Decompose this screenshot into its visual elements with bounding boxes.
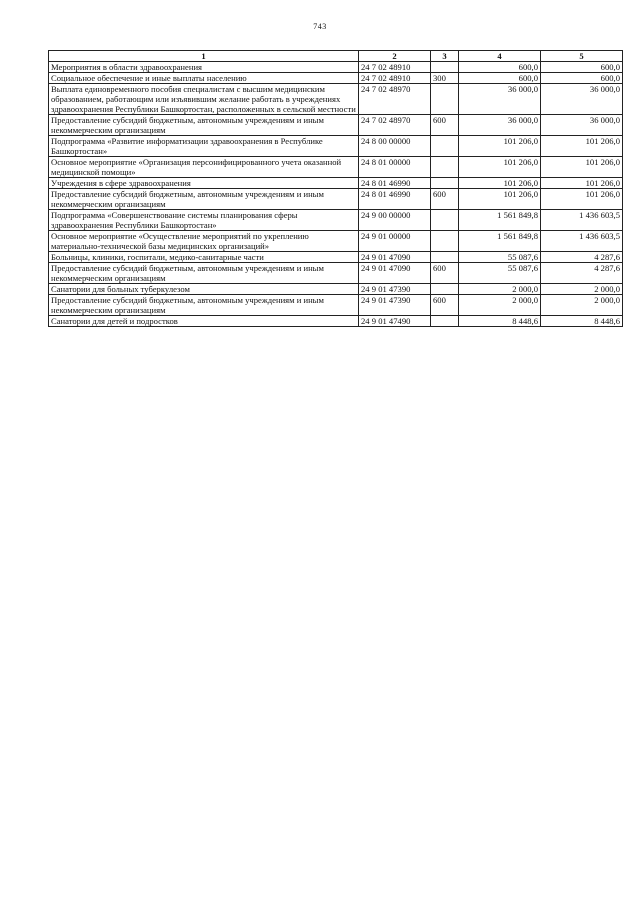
cell-year2: 101 206,0 [541,178,623,189]
header-cell-name: 1 [49,51,359,62]
cell-csr: 24 9 01 00000 [359,231,431,252]
cell-year2: 2 000,0 [541,284,623,295]
table-header [49,51,623,62]
cell-csr: 24 7 02 48970 [359,115,431,136]
cell-vr [431,284,459,295]
table-row [49,73,623,84]
cell-vr [431,210,459,231]
cell-year1: 101 206,0 [459,157,541,178]
cell-name: Санатории для больных туберкулезом [49,284,359,295]
cell-year1: 55 087,6 [459,263,541,284]
cell-csr: 24 8 01 46990 [359,189,431,210]
cell-vr [431,231,459,252]
table-row [49,316,623,327]
cell-vr [431,84,459,115]
table-row [49,84,623,115]
cell-csr: 24 8 01 46990 [359,178,431,189]
table-row [49,295,623,316]
table-row [49,231,623,252]
table-row [49,136,623,157]
cell-year2: 101 206,0 [541,136,623,157]
cell-name: Предоставление субсидий бюджетным, автономным учреждениям и иным некоммерческим организациям [49,115,359,136]
table-row [49,210,623,231]
cell-name: Предоставление субсидий бюджетным, автономным учреждениям и иным некоммерческим организациям [49,263,359,284]
page-number: 743 [313,22,327,31]
cell-name: Социальное обеспечение и иные выплаты населению [49,73,359,84]
cell-name: Основное мероприятие «Организация персонифицированного учета оказанной медицинской помощи» [49,157,359,178]
cell-vr: 600 [431,189,459,210]
cell-name: Учреждения в сфере здравоохранения [49,178,359,189]
header-cell-vr: 3 [431,51,459,62]
header-cell-year2: 5 [541,51,623,62]
header-row [49,51,623,62]
cell-vr [431,157,459,178]
cell-vr: 600 [431,295,459,316]
cell-year1: 36 000,0 [459,115,541,136]
cell-vr: 300 [431,73,459,84]
cell-year2: 4 287,6 [541,263,623,284]
cell-year1: 600,0 [459,62,541,73]
cell-name: Предоставление субсидий бюджетным, автономным учреждениям и иным некоммерческим организациям [49,189,359,210]
cell-year2: 1 436 603,5 [541,231,623,252]
cell-csr: 24 9 01 47090 [359,263,431,284]
budget-table [48,50,623,327]
cell-vr [431,252,459,263]
cell-name: Предоставление субсидий бюджетным, автономным учреждениям и иным некоммерческим организациям [49,295,359,316]
cell-csr: 24 8 00 00000 [359,136,431,157]
cell-vr [431,62,459,73]
cell-name: Мероприятия в области здравоохранения [49,62,359,73]
cell-year2: 2 000,0 [541,295,623,316]
header-cell-csr: 2 [359,51,431,62]
cell-year1: 2 000,0 [459,284,541,295]
table-body [49,62,623,327]
cell-name: Подпрограмма «Совершенствование системы планирования сферы здравоохранения Республики Башкортостан» [49,210,359,231]
cell-year1: 55 087,6 [459,252,541,263]
cell-csr: 24 7 02 48910 [359,62,431,73]
cell-csr: 24 7 02 48970 [359,84,431,115]
cell-year2: 36 000,0 [541,84,623,115]
cell-year1: 600,0 [459,73,541,84]
cell-name: Подпрограмма «Развитие информатизации здравоохранения в Республике Башкортостан» [49,136,359,157]
cell-csr: 24 9 00 00000 [359,210,431,231]
cell-csr: 24 9 01 47090 [359,252,431,263]
cell-year2: 4 287,6 [541,252,623,263]
cell-csr: 24 7 02 48910 [359,73,431,84]
cell-vr: 600 [431,115,459,136]
cell-year1: 101 206,0 [459,189,541,210]
cell-name: Больницы, клиники, госпитали, медико-санитарные части [49,252,359,263]
cell-year1: 1 561 849,8 [459,210,541,231]
cell-vr [431,316,459,327]
table-row [49,115,623,136]
cell-year2: 101 206,0 [541,189,623,210]
cell-csr: 24 8 01 00000 [359,157,431,178]
table-row [49,284,623,295]
cell-year1: 101 206,0 [459,178,541,189]
table-row [49,157,623,178]
cell-year2: 600,0 [541,62,623,73]
cell-year2: 600,0 [541,73,623,84]
cell-csr: 24 9 01 47390 [359,284,431,295]
table-row [49,62,623,73]
cell-year2: 1 436 603,5 [541,210,623,231]
table-row [49,178,623,189]
cell-vr [431,178,459,189]
table-row [49,263,623,284]
cell-name: Выплата единовременного пособия специалистам с высшим медицинским образованием, работающим или изъявившим желание работать в учреждениях здравоохранения Республики Башкортостан, расположенных в сельской местности [49,84,359,115]
table-row [49,189,623,210]
cell-year1: 1 561 849,8 [459,231,541,252]
cell-vr: 600 [431,263,459,284]
cell-name: Санатории для детей и подростков [49,316,359,327]
table-row [49,252,623,263]
cell-year1: 101 206,0 [459,136,541,157]
cell-year1: 36 000,0 [459,84,541,115]
cell-csr: 24 9 01 47490 [359,316,431,327]
header-cell-year1: 4 [459,51,541,62]
cell-vr [431,136,459,157]
cell-year1: 8 448,6 [459,316,541,327]
cell-csr: 24 9 01 47390 [359,295,431,316]
cell-year1: 2 000,0 [459,295,541,316]
cell-year2: 8 448,6 [541,316,623,327]
cell-year2: 36 000,0 [541,115,623,136]
cell-year2: 101 206,0 [541,157,623,178]
cell-name: Основное мероприятие «Осуществление мероприятий по укреплению материально-технической базы медицинских организаций» [49,231,359,252]
